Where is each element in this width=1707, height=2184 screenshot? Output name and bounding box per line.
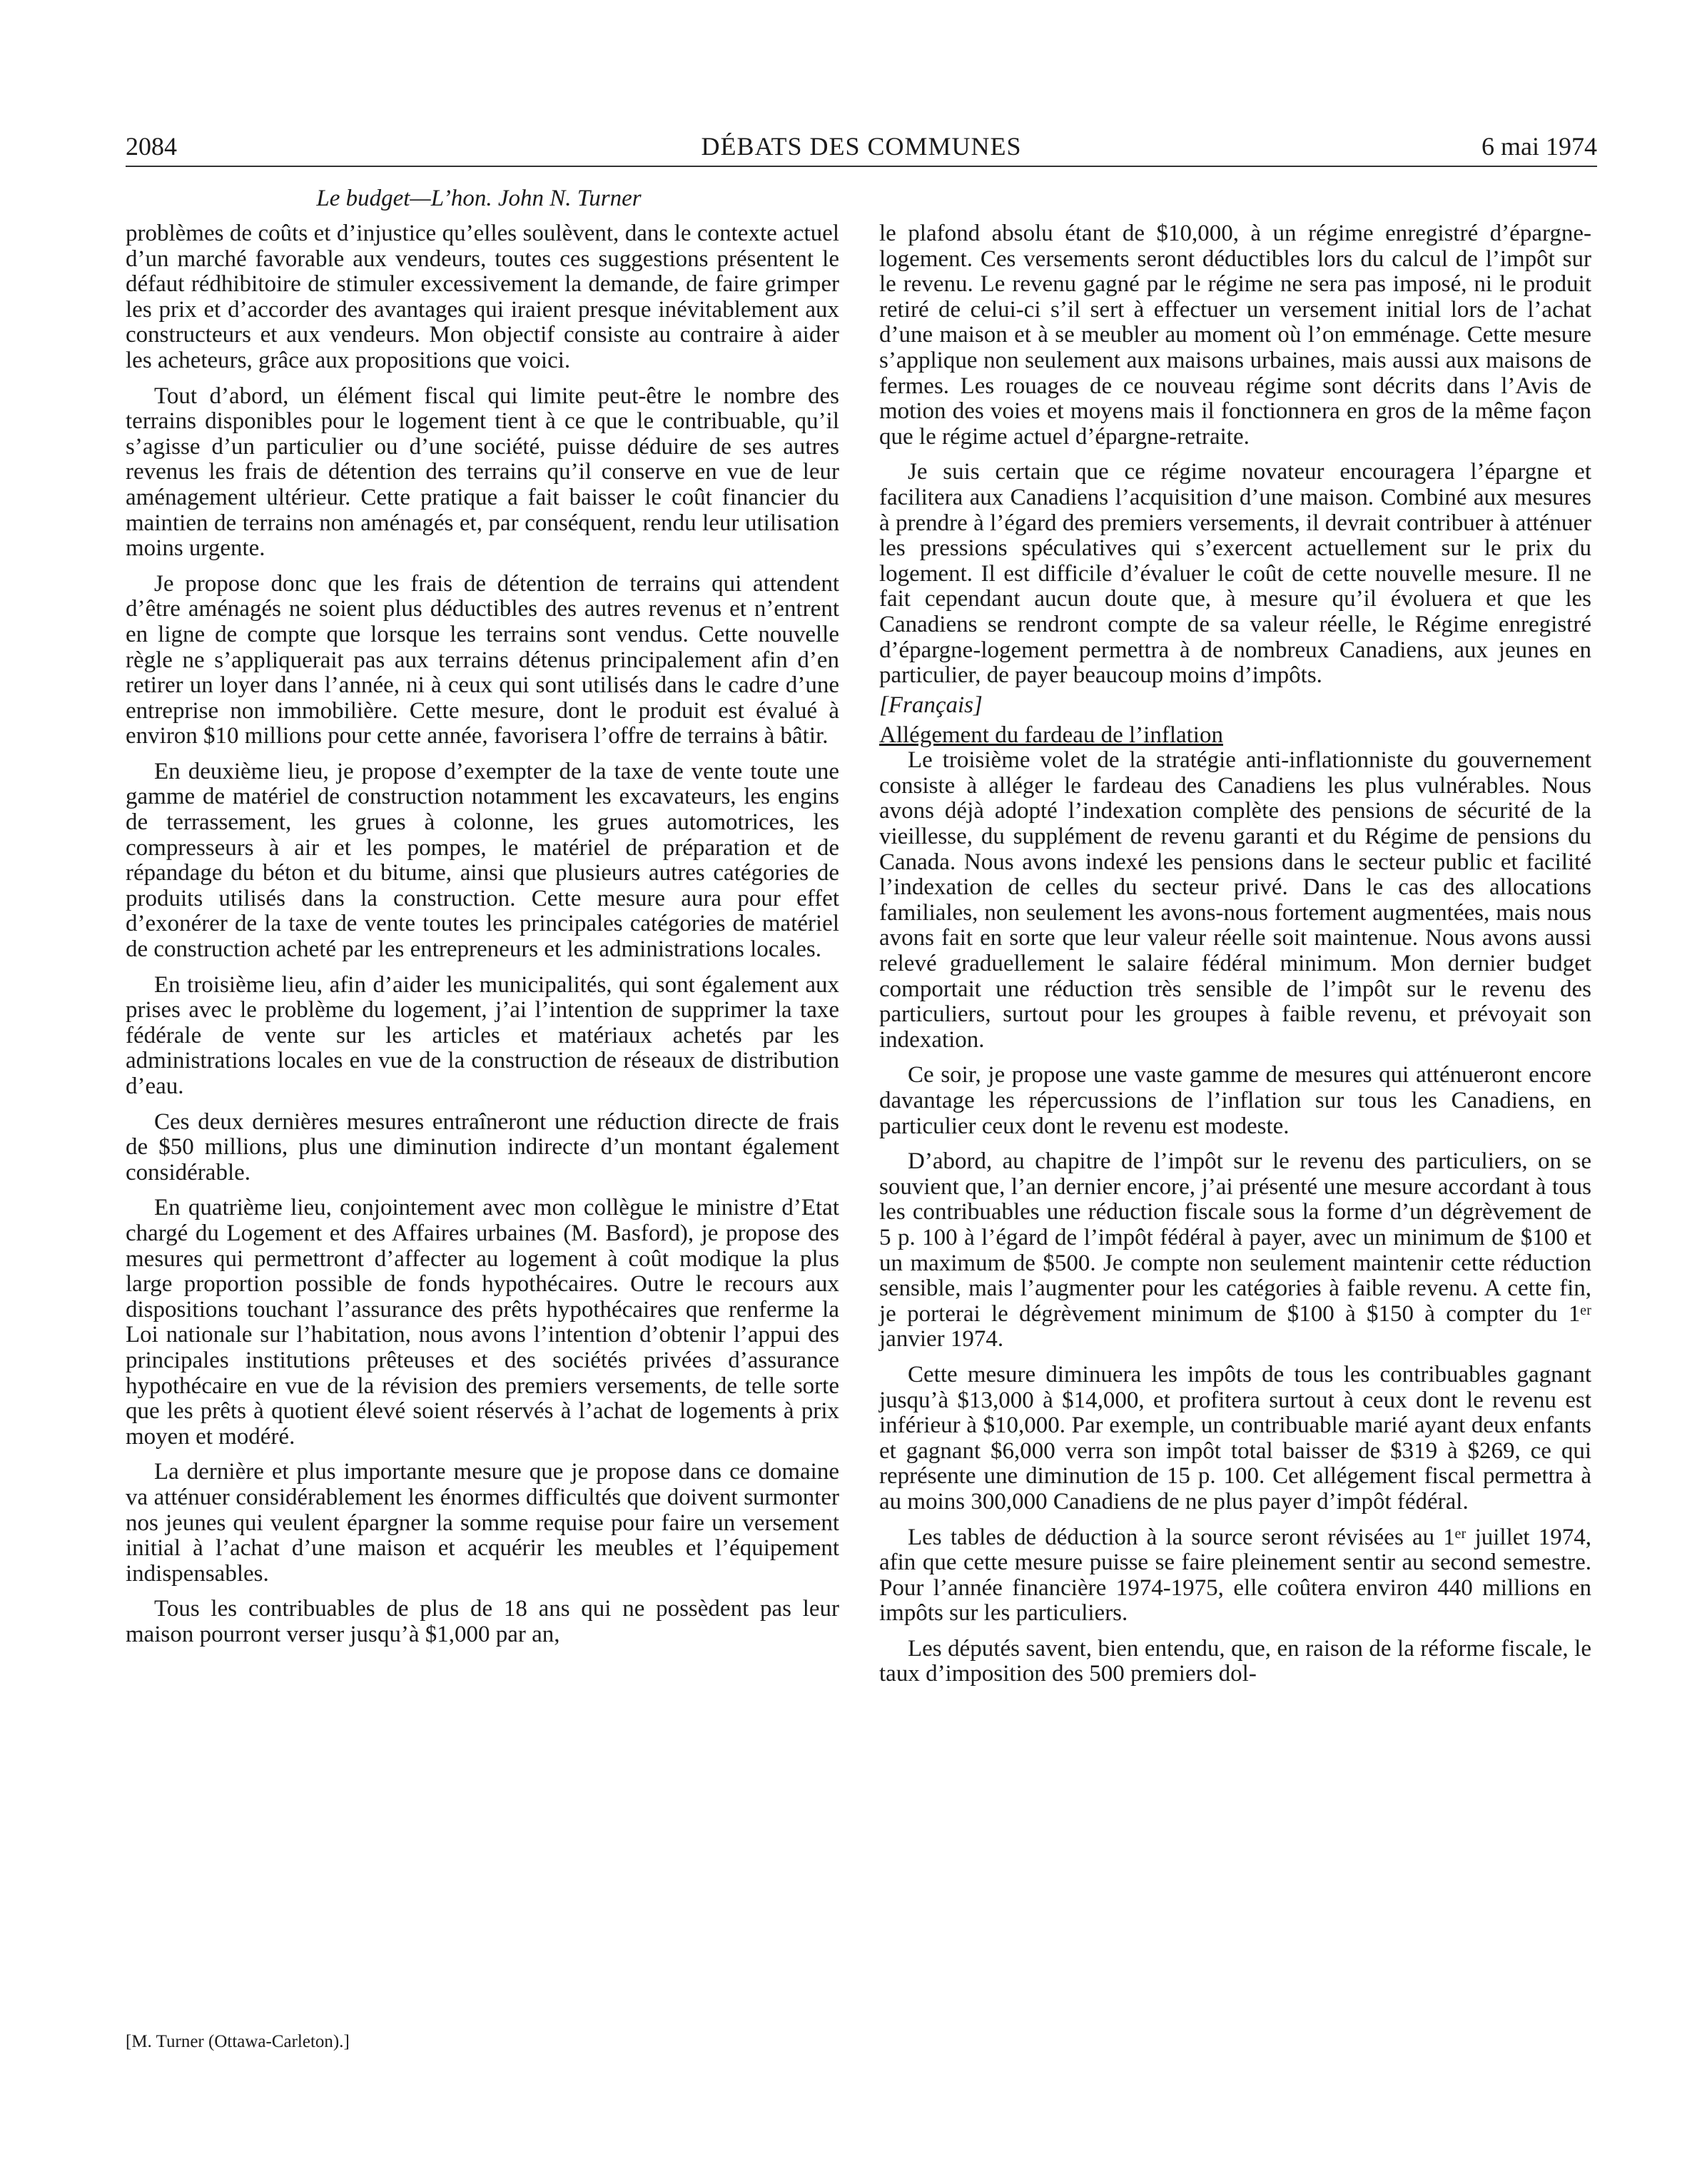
paragraph: Tout d’abord, un élément fiscal qui limite peut-être le nombre des terrains disponibles pour le logement tient à ce que le contribuable, qu’il s’agisse d’un particulier ou d’une société, puisse déduire de ses autres revenus les frais de détention des terrains qu’il conserve en vue de leur aménagement ultérieur. Cette pratique a fait baisser le coût financier du maintien de terrains non aménagés et, par conséquent, rendu leur utilisation moins urgente. xyxy=(126,383,839,562)
language-marker: [Français] xyxy=(879,692,983,718)
paragraph: Tous les contribuables de plus de 18 ans qui ne possèdent pas leur maison pourront verser jusqu’à $1,000 par an, xyxy=(126,1596,839,1647)
publication-title: DÉBATS DES COMMUNES xyxy=(701,132,1022,161)
right-column xyxy=(879,221,1591,1687)
paragraph: Ce soir, je propose une vaste gamme de mesures qui atténueront encore davantage les répercussions de l’inflation sur tous les Canadiens, en particulier ceux dont le revenu est modeste. xyxy=(879,1062,1591,1139)
paragraph: Je propose donc que les frais de détention de terrains qui attendent d’être aménagés ne soient plus déductibles des autres revenus et n’entrent en ligne de compte que lorsque les terrains sont vendus. Cette nouvelle règle ne s’appliquerait pas aux terrains détenus principalement afin d’en retirer un loyer dans l’année, ni à ceux qui sont utilisés dans le cadre d’une entreprise non immobilière. Cette mesure, dont le produit est évalué à environ $10 millions pour cette année, favorisera l’offre de terrains à bâtir. xyxy=(126,570,839,749)
page-number: 2084 xyxy=(126,132,177,161)
paragraph: Les tables de déduction à la source seront révisées au 1ᵉʳ juillet 1974, afin que cette mesure puisse se faire pleinement sentir au second semestre. Pour l’année financière 1974-1975, elle coûtera environ 440 millions en impôts sur les particuliers. xyxy=(879,1524,1591,1627)
running-head: Le budget—L’hon. John N. Turner xyxy=(316,186,642,211)
paragraph: Ces deux dernières mesures entraîneront une réduction directe de frais de $50 millions, plus une diminution indirecte d’un montant également considérable. xyxy=(126,1108,839,1185)
paragraph: En troisième lieu, afin d’aider les municipalités, qui sont également aux prises avec le problème du logement, j’ai l’intention de supprimer la taxe fédérale de vente sur les articles et matériaux achetés par les administrations locales en vue de la construction de réseaux de distribution d’eau. xyxy=(126,971,839,1099)
paragraph: Les députés savent, bien entendu, que, en raison de la réforme fiscale, le taux d’imposition des 500 premiers dol- xyxy=(879,1635,1591,1687)
speaker-footnote: [M. Turner (Ottawa-Carleton).] xyxy=(126,2032,350,2051)
paragraph: Cette mesure diminuera les impôts de tous les contribuables gagnant jusqu’à $13,000 à $14,000, et profitera surtout à ceux dont le revenu est inférieur à $10,000. Par exemple, un contribuable marié ayant deux enfants et gagnant $6,000 verra son impôt total baisser de $319 à $269, ce qui représente une diminution de 15 p. 100. Cet allégement fiscal permettra à au moins 300,000 Canadiens de ne plus payer d’impôt fédéral. xyxy=(879,1361,1591,1515)
paragraph: le plafond absolu étant de $10,000, à un régime enregistré d’épargne-logement. Ces versements seront déductibles lors du calcul de l’impôt sur le revenu. Le revenu gagné par le régime ne sera pas imposé, ni le produit retiré de celui-ci s’il sert à effectuer un versement initial lors de l’achat d’une maison et à se meubler au moment où l’on emménage. Cette mesure s’applique non seulement aux maisons urbaines, mais aussi aux maisons de fermes. Les rouages de ce nouveau régime sont décrits dans l’Avis de motion des voies et moyens mais il fonctionnera en gros de la même façon que le régime actuel d’épargne-retraite. xyxy=(879,221,1591,450)
page-date: 6 mai 1974 xyxy=(1481,132,1597,161)
paragraph: La dernière et plus importante mesure que je propose dans ce domaine va atténuer considérablement les énormes difficultés que doivent surmonter nos jeunes qui veulent épargner la somme requise pour faire un versement initial à l’achat d’une maison et acquérir les meubles et l’équipement indispensables. xyxy=(126,1459,839,1587)
paragraph: Je suis certain que ce régime novateur encouragera l’épargne et facilitera aux Canadiens l’acquisition d’une maison. Combiné aux mesures à prendre à l’égard des premiers versements, il devrait contribuer à atténuer les pressions spéculatives qui s’exercent actuellement sur le prix du logement. Il est difficile d’évaluer le coût de cette nouvelle mesure. Il ne fait cependant aucun doute que, à mesure qu’il évoluera et que les Canadiens se rendront compte de sa valeur réelle, le Régime enregistré d’épargne-logement permettra à de nombreux Canadiens, aux jeunes en particulier, de payer beaucoup moins d’impôts. xyxy=(879,459,1591,689)
page-header xyxy=(126,128,1597,164)
paragraph: problèmes de coûts et d’injustice qu’elles soulèvent, dans le contexte actuel d’un marché favorable aux vendeurs, toutes ces suggestions présentent le défaut rédhibitoire de stimuler excessivement la demande, de faire grimper les prix et d’accorder des avantages qui iraient presque inévitablement aux constructeurs et aux vendeurs. Mon objectif consiste au contraire à aider les acheteurs, grâce aux propositions que voici. xyxy=(126,221,839,373)
paragraph: D’abord, au chapitre de l’impôt sur le revenu des particuliers, on se souvient que, l’an dernier encore, j’ai présenté une mesure accordant à tous les contribuables une réduction fiscale sous la forme d’un dégrèvement de 5 p. 100 à l’égard de l’impôt fédéral à payer, avec un minimum de $100 et un maximum de $500. Je compte non seulement maintenir cette réduction sensible, mais l’augmenter pour les catégories à faible revenu. A cette fin, je porterai le dégrèvement minimum de $100 à $150 à compter du 1ᵉʳ janvier 1974. xyxy=(879,1148,1591,1353)
paragraph: En deuxième lieu, je propose d’exempter de la taxe de vente toute une gamme de matériel de construction notamment les excavateurs, les engins de terrassement, les grues à colonne, les grues automotrices, les compresseurs à air et les pompes, le matériel de préparation et de répandage du béton et du bitume, ainsi que plusieurs autres catégories de produits utilisés dans la construction. Cette mesure aura pour effet d’exonérer de la taxe de vente toutes les principales catégories de matériel de construction acheté par les entrepreneurs et les administrations locales. xyxy=(126,758,839,963)
section-heading: Allégement du fardeau de l’inflation xyxy=(879,722,1223,749)
header-rule xyxy=(126,166,1597,167)
paragraph: Le troisième volet de la stratégie anti-inflationniste du gouvernement consiste à alléger le fardeau des Canadiens les plus vulnérables. Nous avons déjà adopté l’indexation complète des pensions de sécurité de la vieillesse, du supplément de revenu garanti et du Régime de pensions du Canada. Nous avons indexé les pensions dans le secteur public et facilité l’indexation de celles du secteur privé. Dans le cas des allocations familiales, non seulement les avons-nous fortement augmentées, mais nous avons fait en sorte que leur valeur réelle soit maintenue. Nous avons aussi relevé graduellement le salaire fédéral minimum. Mon dernier budget comportait une réduction très sensible de l’impôt sur le revenu des particuliers, surtout pour les groupes à faible revenu, et prévoyait son indexation. xyxy=(879,747,1591,1053)
paragraph: En quatrième lieu, conjointement avec mon collègue le ministre d’Etat chargé du Logement et des Affaires urbaines (M. Basford), je propose des mesures qui permettront d’affecter au logement à coût modique la plus large proportion possible de fonds hypothécaires. Outre le recours aux dispositions touchant l’assurance des prêts hypothécaires que renferme la Loi nationale sur l’habitation, nous avons l’intention d’obtenir l’appui des principales institutions prêteuses et des sociétés privées d’assurance hypothécaire en vue de la révision des premiers versements, de telle sorte que les prêts à quotient élevé soient réservés à l’achat de logements à prix moyen et modéré. xyxy=(126,1195,839,1450)
left-column xyxy=(126,221,839,1647)
